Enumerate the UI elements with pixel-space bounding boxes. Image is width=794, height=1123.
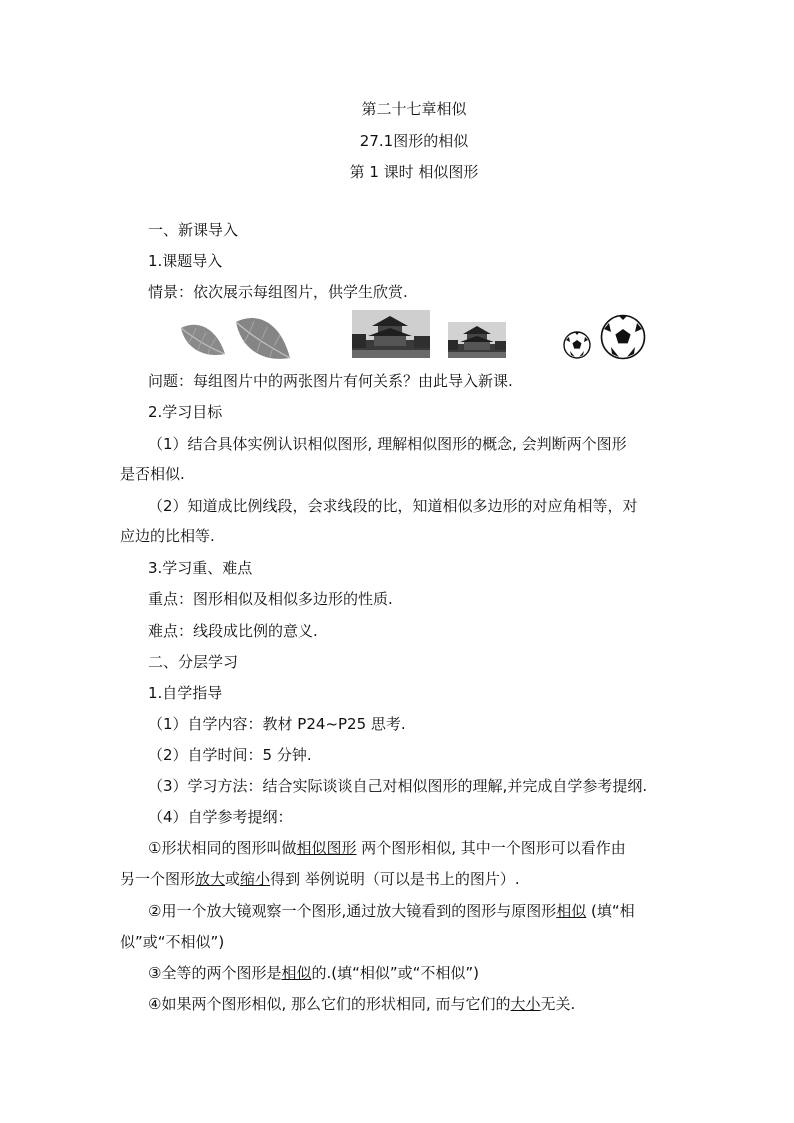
goal-1-line-2: 是否相似. — [120, 465, 185, 483]
guide-time: （2）自学时间：5 分钟. — [148, 746, 312, 764]
outline-item-3-text: ③全等的两个图形是 — [148, 964, 282, 982]
outline-item-1-text: ①形状相同的图形叫做 — [148, 839, 297, 857]
small-soccer-ball-image — [563, 331, 591, 359]
subheading-learning-goals: 2.学习目标 — [148, 403, 223, 421]
outline-item-2 — [148, 900, 635, 921]
large-pavilion-photo — [352, 310, 430, 358]
picture-row — [0, 306, 794, 366]
answer-magnifier-similar: 相似 — [556, 902, 587, 920]
chapter-title: 第二十七章相似 — [361, 100, 467, 118]
large-soccer-ball-image — [600, 314, 646, 360]
answer-congruent-similar: 相似 — [281, 964, 312, 982]
heading-layered-study: 二、分层学习 — [148, 653, 239, 671]
guide-outline: （4）自学参考提纲： — [148, 808, 293, 826]
guide-content: （1）自学内容：教材 P24~P25 思考. — [148, 715, 406, 733]
outline-item-1-continued — [120, 868, 520, 889]
subheading-self-study-guide: 1.自学指导 — [148, 684, 223, 702]
goal-2-line-1: （2）知道成比例线段，会求线段的比，知道相似多边形的对应角相等，对 — [148, 497, 638, 515]
answer-shrink: 缩小 — [240, 870, 271, 888]
answer-size: 大小 — [510, 995, 541, 1013]
question-text: 问题：每组图片中的两张图片有何关系？由此导入新课. — [148, 372, 513, 390]
scene-text: 情景：依次展示每组图片，供学生欣赏. — [148, 283, 408, 301]
outline-item-1 — [148, 837, 626, 858]
section-title: 27.1图形的相似 — [359, 132, 469, 150]
outline-item-3-text-end: 的.(填“相似”或“不相似”) — [311, 964, 480, 982]
heading-new-lesson: 一、新课导入 — [148, 221, 239, 239]
outline-item-4-text: ④如果两个图形相似, 那么它们的形状相同, 而与它们的 — [148, 995, 511, 1013]
answer-similar-figures: 相似图形 — [296, 839, 357, 857]
outline-item-1b-text: 另一个图形 — [120, 870, 196, 888]
outline-item-2-text-end: (填“相 — [586, 902, 635, 920]
difficult-point-text: 难点：线段成比例的意义. — [148, 622, 318, 640]
goal-2-line-2: 应边的比相等. — [120, 527, 215, 545]
outline-item-1b-or: 或 — [225, 870, 241, 888]
answer-enlarge: 放大 — [195, 870, 226, 888]
small-leaf-image — [178, 320, 228, 358]
guide-method: （3）学习方法：结合实际谈谈自己对相似图形的理解,并完成自学参考提纲. — [148, 777, 648, 795]
large-leaf-image — [232, 312, 294, 362]
lesson-title: 第 1 课时 相似图形 — [349, 163, 479, 181]
outline-item-3 — [148, 962, 479, 983]
outline-item-1-text-end: 两个图形相似, 其中一个图形可以看作由 — [356, 839, 626, 857]
outline-item-4-text-end: 无关. — [540, 995, 576, 1013]
subheading-key-points: 3.学习重、难点 — [148, 559, 253, 577]
outline-item-2-continued: 似”或“不相似”) — [120, 933, 225, 951]
small-pavilion-photo — [448, 322, 506, 358]
outline-item-2-text: ②用一个放大镜观察一个图形,通过放大镜看到的图形与原图形 — [148, 902, 557, 920]
subheading-topic-intro: 1.课题导入 — [148, 252, 223, 270]
key-point-text: 重点：图形相似及相似多边形的性质. — [148, 590, 393, 608]
outline-item-4 — [148, 993, 575, 1014]
goal-1-line-1: （1）结合具体实例认识相似图形, 理解相似图形的概念, 会判断两个图形 — [148, 435, 627, 453]
outline-item-1b-text-end: 得到 举例说明（可以是书上的图片）. — [270, 870, 520, 888]
